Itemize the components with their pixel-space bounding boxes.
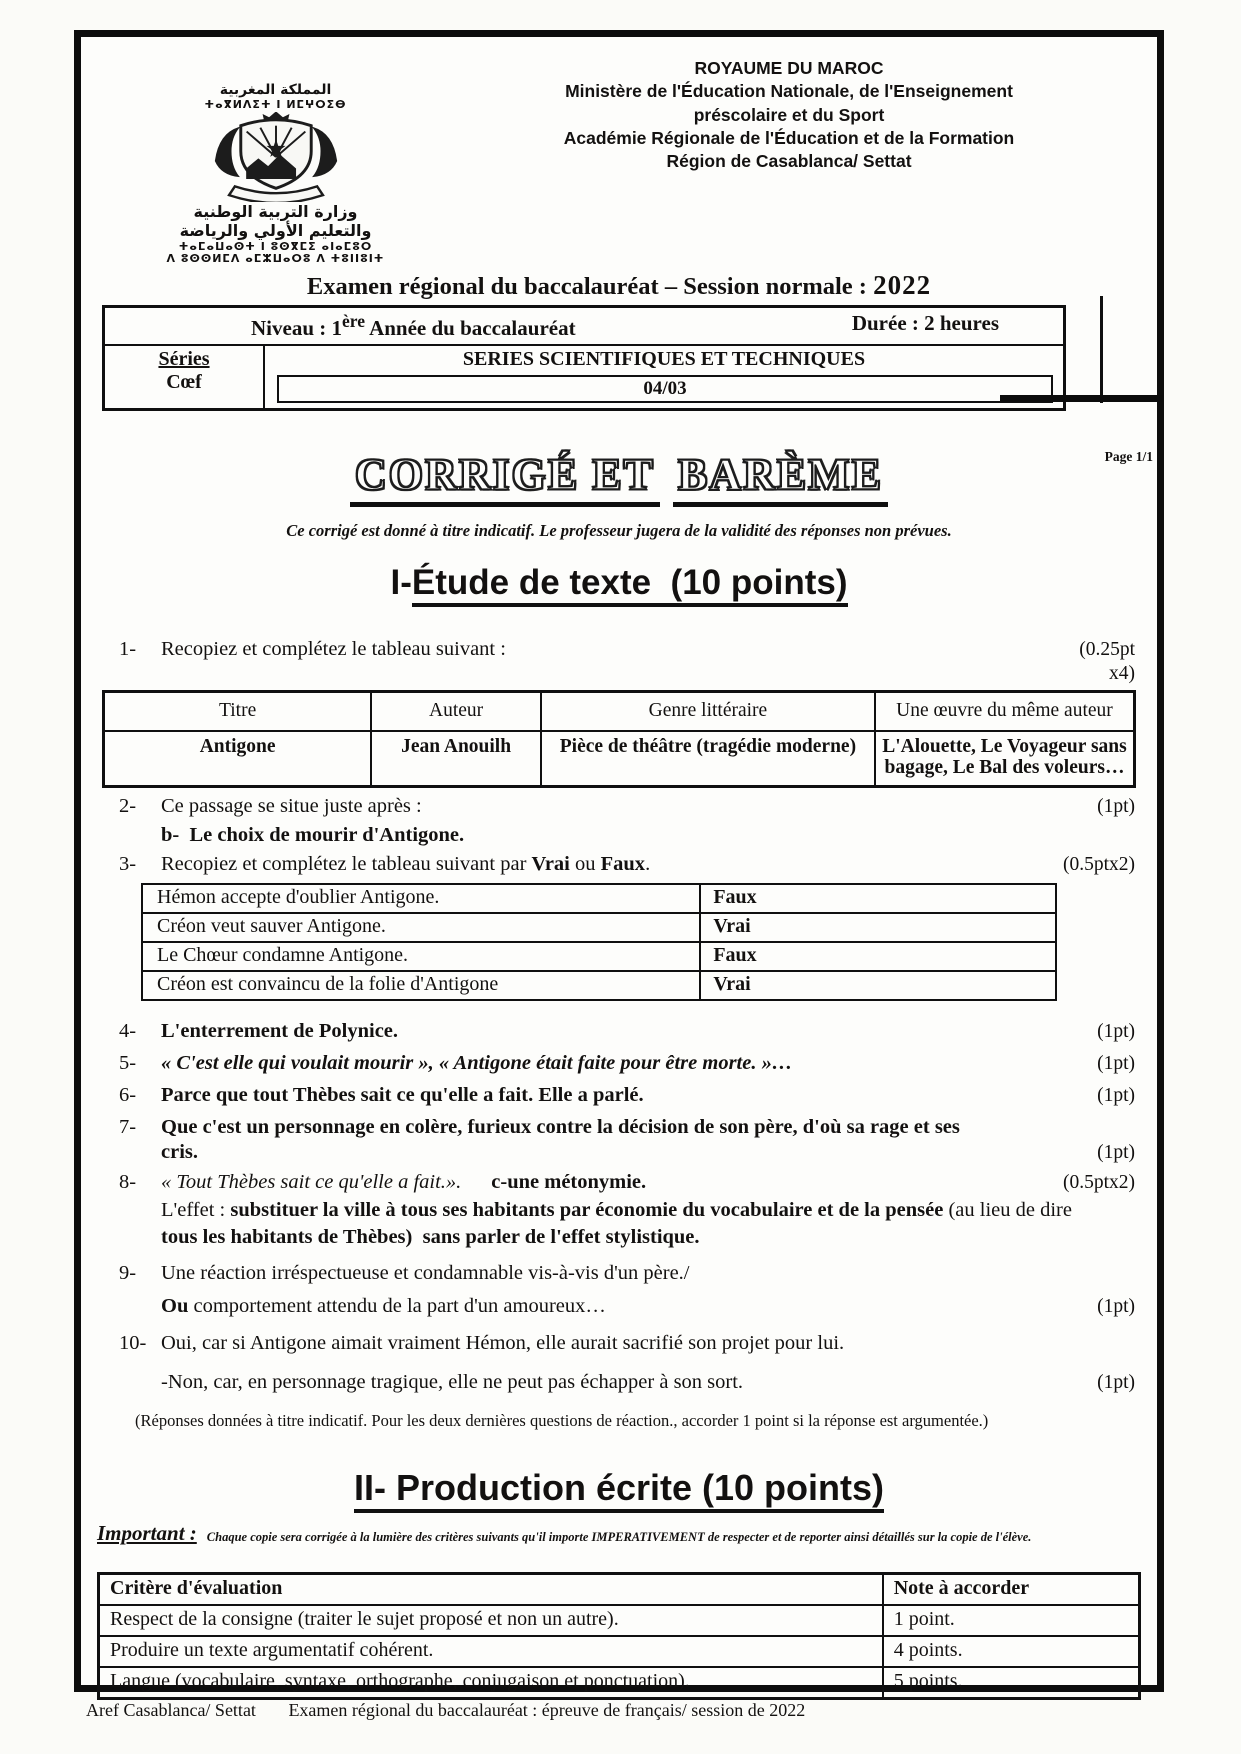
eval-criterion-3: Langue (vocabulaire, syntaxe, orthographe, conjugaison et ponctuation). (100, 1668, 884, 1697)
document-header (95, 37, 1143, 270)
corrige-title (95, 449, 1143, 507)
question-9-answer-line2: Ou comportement attendu de la part d'un amoureux… (161, 1294, 606, 1317)
question-4 (95, 1019, 1143, 1044)
vrai-faux-row (143, 914, 1055, 943)
question-9-points: (1pt) (1097, 1295, 1135, 1317)
series-value: SERIES SCIENTIFIQUES ET TECHNIQUES (462, 348, 866, 370)
question-5 (95, 1051, 1143, 1076)
question-7-answer-line1: Que c'est un personnage en colère, furieux contre la décision de son père, d'où sa rage et ses (161, 1116, 960, 1139)
question-8-quote: « Tout Thèbes sait ce qu'elle a fait.». (161, 1171, 462, 1194)
question-2-number: 2- (119, 795, 137, 818)
question-8-points: (0.5ptx2) (1062, 1172, 1135, 1194)
question-5-answer: « C'est elle qui voulait mourir », « Antigone était faite pour être morte. »… (161, 1052, 793, 1075)
question-3-number: 3- (119, 853, 137, 876)
header-line-academie: Académie Régionale de l'Éducation et de la Formation (563, 127, 1015, 148)
question-10-points: (1pt) (1097, 1371, 1135, 1393)
vf-answer-3: Faux (699, 943, 1055, 970)
question-2-points: (1pt) (1097, 796, 1135, 818)
question-1-points: (0.25pt x4) (1079, 639, 1135, 684)
oeuvre-table-cell-auteur: Jean Anouilh (372, 732, 542, 786)
question-2-answer: b- Le choix de mourir d'Antigone. (161, 824, 465, 847)
eval-points-1: 1 point. (893, 1607, 955, 1630)
eval-header-row (100, 1575, 1138, 1606)
section1-closing-note: (Réponses données à titre indicatif. Pour les deux dernières questions de réaction., accorder 1 point si la réponse est argumentée.) (135, 1410, 989, 1430)
document-border-frame (74, 30, 1164, 1692)
scan-border-artifact (1100, 296, 1103, 403)
scan-smudge-artifact (1000, 395, 1163, 402)
question-5-points: (1pt) (1097, 1053, 1135, 1075)
eval-points-2: 4 points. (893, 1638, 963, 1661)
question-6 (95, 1083, 1143, 1108)
vf-answer-2: Vrai (699, 914, 1055, 941)
eval-criterion-2: Produire un texte argumentatif cohérent. (100, 1637, 884, 1666)
corrige-title-part1: CORRIGÉ ET (350, 449, 660, 507)
coef-label: Cœf (166, 371, 202, 393)
eval-row-consigne (100, 1606, 1138, 1637)
question-9-answer-line1: Une réaction irréspectueuse et condamnable vis-à-vis d'un père./ (161, 1261, 690, 1284)
vrai-faux-row (143, 943, 1055, 972)
oeuvre-table-cell-oeuvre: L'Alouette, Le Voyageur sans bagage, Le Bal des voleurs… (882, 735, 1127, 779)
effect-bold-1: substituer la ville à tous ses habitants par économie du vocabulaire et de la pensée (230, 1199, 949, 1222)
important-label: Important : (97, 1520, 197, 1545)
question-9 (95, 1261, 1143, 1286)
vf-statement-4: Créon est convaincu de la folie d'Antigone (157, 973, 499, 996)
oeuvre-table-cell-genre: Pièce de théâtre (tragédie moderne) (542, 732, 876, 786)
question-10-answer-line2: -Non, car, en personnage tragique, elle ne peut pas échapper à son sort. (161, 1370, 744, 1393)
ministry-header-block (413, 57, 1165, 173)
page-indicator: Page 1/1 (1104, 449, 1153, 464)
oeuvre-table-cell-titre: Antigone (105, 732, 372, 786)
question-8-effect (95, 1195, 1143, 1250)
duree-value: Durée : 2 heures (851, 311, 999, 335)
niveau-superscript: ère (342, 311, 365, 331)
question-4-number: 4- (119, 1020, 137, 1043)
question-7-number: 7- (119, 1116, 137, 1139)
question-7-line2 (95, 1140, 1143, 1165)
eval-row-langue (100, 1668, 1138, 1697)
vrai-faux-table (141, 883, 1057, 1001)
header-line-region: Région de Casablanca/ Settat (666, 151, 912, 172)
effect-label: L'effet : (161, 1199, 231, 1222)
question-9-number: 9- (119, 1261, 137, 1284)
header-line-prescolaire: préscolaire et du Sport (693, 104, 885, 125)
important-note (95, 1521, 1143, 1546)
question-7 (95, 1115, 1143, 1140)
question-8-choice: c-une métonymie. (491, 1171, 647, 1194)
evaluation-criteria-table (97, 1572, 1141, 1700)
footer-aref: Aref Casablanca/ Settat (86, 1700, 256, 1720)
question-10-line2 (95, 1370, 1143, 1395)
document-footer (86, 1700, 805, 1721)
section2-title-text: II- Production écrite (10 points) (354, 1467, 884, 1513)
question-7-points: (1pt) (1097, 1142, 1135, 1164)
corrige-title-part2: BARÈME (673, 449, 888, 507)
question-4-answer: L'enterrement de Polynice. (161, 1020, 399, 1043)
section1-title (95, 563, 1143, 603)
series-label: Séries (158, 348, 210, 370)
oeuvre-table-header-oeuvre: Une œuvre du même auteur (876, 693, 1133, 732)
kingdom-name-tifinagh: ⵜⴰⴳⵍⴷⵉⵜ ⵏ ⵍⵎⵖⵔⵉⴱ (204, 97, 347, 111)
question-8-number: 8- (119, 1171, 137, 1194)
eval-header-note: Note à accorder (893, 1576, 1030, 1599)
important-text: Chaque copie sera corrigée à la lumière des critères suivants qu'il importe IMPERATIVEMENT de respecter et de reporter ainsi détaillés sur la copie de l'élève. (206, 1529, 1032, 1544)
oeuvre-table-header-genre: Genre littéraire (542, 693, 876, 732)
ministry-name-tifinagh-line2: ⴷ ⵓⵙⵙⵍⵎⴷ ⴰⵎⵣⵡⴰⵔⵓ ⴷ ⵜⵓⵏⵏⵓⵏⵜ (166, 252, 385, 266)
vf-answer-1: Faux (699, 885, 1055, 912)
header-line-royaume: ROYAUME DU MAROC (694, 58, 884, 78)
vf-statement-1: Hémon accepte d'oublier Antigone. (157, 886, 440, 909)
question-10-answer-line1: Oui, car si Antigone aimait vraiment Hémon, elle aurait sacrifié son projet pour lui. (161, 1331, 845, 1354)
vrai-faux-row (143, 885, 1055, 914)
question-3 (95, 852, 1143, 877)
ministry-name-arabic-line2: والتعليم الأولي والرياضة (179, 220, 372, 240)
corrige-disclaimer: Ce corrigé est donné à titre indicatif. Le professeur jugera de la validité des réponses non prévues. (286, 521, 952, 540)
question-7-answer-line2: cris. (161, 1141, 198, 1164)
exam-title-text: Examen régional du baccalauréat – Session normale : (306, 273, 874, 300)
document-content (81, 37, 1157, 1692)
vf-answer-4: Vrai (699, 972, 1055, 999)
oeuvre-table (102, 690, 1136, 789)
question-5-number: 5- (119, 1052, 137, 1075)
vf-statement-2: Créon veut sauver Antigone. (157, 915, 386, 938)
question-8 (95, 1170, 1143, 1195)
coat-of-arms-icon (177, 112, 375, 202)
header-line-ministere: Ministère de l'Éducation Nationale, de l'Enseignement (565, 81, 1013, 102)
question-6-answer: Parce que tout Thèbes sait ce qu'elle a fait. Elle a parlé. (161, 1084, 644, 1107)
eval-row-coherence (100, 1637, 1138, 1668)
exam-title-banner (95, 270, 1143, 301)
exam-info-table (102, 305, 1066, 411)
eval-points-3: 5 points. (893, 1669, 963, 1692)
effect-plain: (au lieu de dire (948, 1199, 1078, 1222)
effect-bold-2: tous les habitants de Thèbes) sans parler de l'effet stylistique. (161, 1225, 700, 1248)
series-coef-cell (105, 346, 265, 408)
question-1-text: Recopiez et complétez le tableau suivant : (161, 638, 506, 660)
faux-word: Faux (600, 853, 646, 876)
series-value-cell (265, 346, 1063, 408)
section1-title-text: Étude de texte (10 points) (412, 563, 848, 607)
question-8-answer (161, 1170, 1049, 1195)
oeuvre-table-header-auteur: Auteur (372, 693, 542, 732)
niveau-value: Niveau : 1ère Année du baccalauréat (251, 311, 576, 340)
ministry-name-arabic-line1: وزارة التربية الوطنية (193, 201, 358, 221)
exam-year: 2022 (873, 270, 932, 300)
oeuvre-table-header-titre: Titre (105, 693, 372, 732)
eval-header-critere: Critère d'évaluation (100, 1575, 884, 1604)
question-2-text: Ce passage se situe juste après : (161, 795, 422, 818)
section2-title (95, 1467, 1143, 1509)
question-10-number: 10- (119, 1331, 147, 1354)
ou-word: Ou (161, 1294, 189, 1317)
question-2-answer-row (95, 823, 1143, 848)
section1-numeral: I- (390, 563, 412, 602)
kingdom-name-arabic: المملكة المغربية (219, 82, 332, 98)
info-row-series (105, 346, 1063, 408)
question-4-points: (1pt) (1097, 1021, 1135, 1043)
question-3-points: (0.5ptx2) (1062, 854, 1135, 876)
vf-statement-3: Le Chœur condamne Antigone. (157, 944, 409, 967)
question-10 (95, 1331, 1143, 1356)
eval-criterion-1: Respect de la consigne (traiter le sujet proposé et non un autre). (100, 1606, 884, 1635)
question-9-line2 (95, 1294, 1143, 1319)
info-row-niveau-duree (105, 308, 1063, 346)
footer-exam-label: Examen régional du baccalauréat : épreuve de français/ session de 2022 (288, 1700, 806, 1720)
question-1 (95, 637, 1143, 686)
vrai-word: Vrai (531, 853, 570, 876)
question-2 (95, 794, 1143, 819)
vrai-faux-row (143, 972, 1055, 999)
ministry-name-tifinagh-line1: ⵜⴰⵎⴰⵡⴰⵙⵜ ⵏ ⵓⵙⴳⵎⵉ ⴰⵏⴰⵎⵓⵔ (178, 239, 373, 253)
question-3-text: Recopiez et complétez le tableau suivant par Vrai ou Faux. (161, 853, 651, 876)
coef-value-box: 04/03 (277, 375, 1053, 403)
question-6-points: (1pt) (1097, 1085, 1135, 1107)
morocco-emblem-block (103, 83, 448, 265)
question-6-number: 6- (119, 1084, 137, 1107)
question-1-number: 1- (119, 638, 137, 660)
